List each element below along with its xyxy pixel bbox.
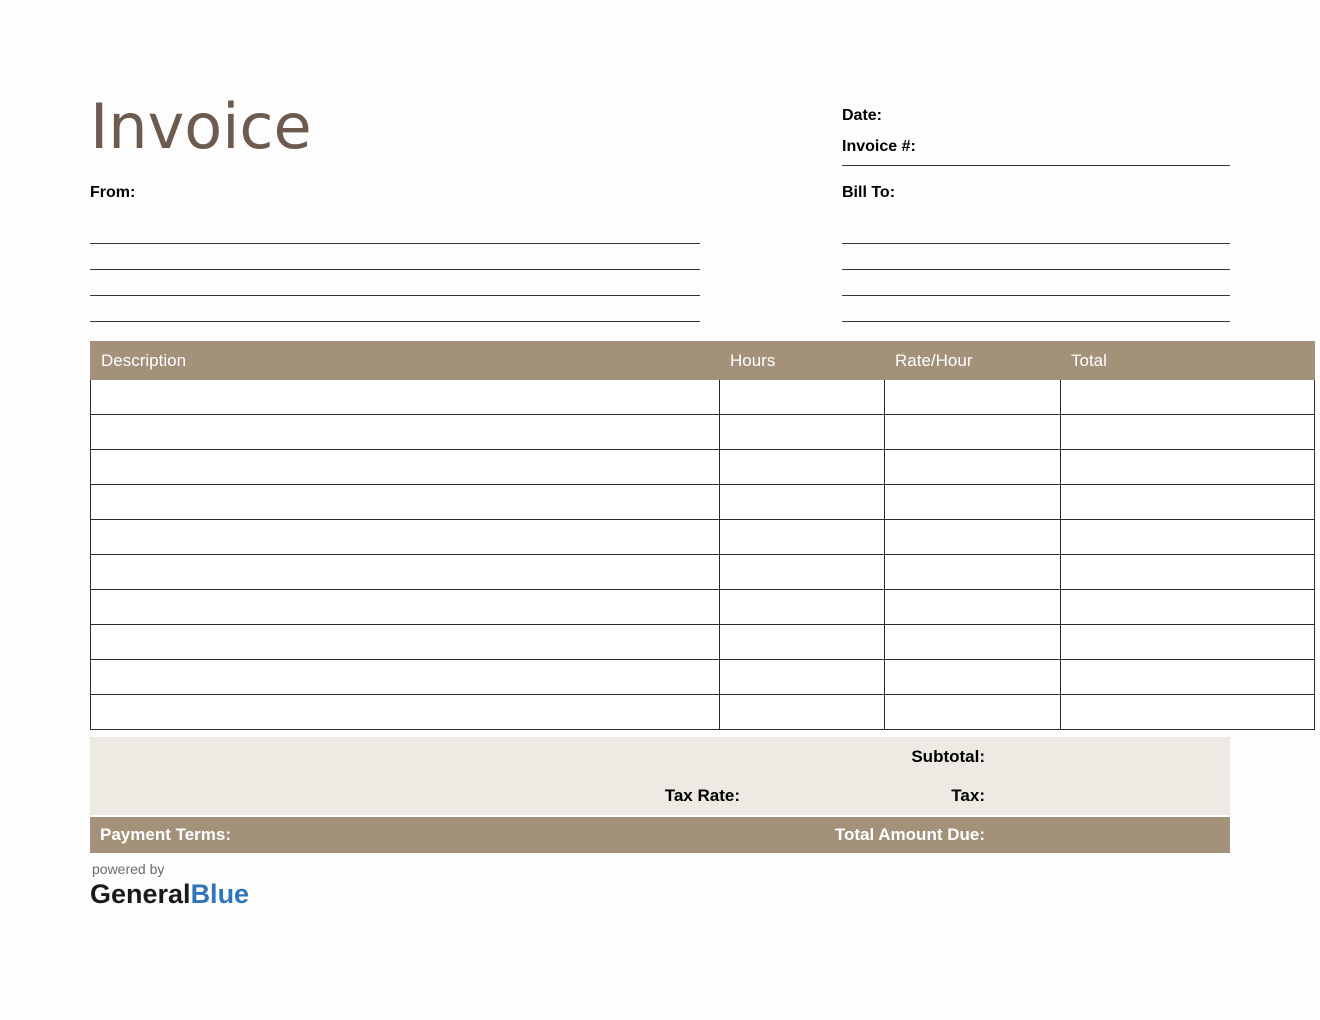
invoice-number-label: Invoice #: [842, 138, 916, 155]
cell-total[interactable] [1061, 660, 1315, 695]
subtotal-row [90, 737, 1230, 776]
cell-total[interactable] [1061, 590, 1315, 625]
cell-rate[interactable] [885, 590, 1061, 625]
cell-description[interactable] [91, 450, 720, 485]
table-row [91, 590, 1315, 625]
cell-hours[interactable] [720, 380, 885, 415]
tax-row [90, 776, 1230, 815]
brand-blue: Blue [190, 879, 250, 909]
powered-by-text: powered by [92, 861, 165, 877]
bill-to-line-2[interactable] [842, 244, 1230, 270]
cell-total[interactable] [1061, 485, 1315, 520]
table-row [91, 520, 1315, 555]
cell-description[interactable] [91, 590, 720, 625]
column-header-total: Total [1061, 342, 1315, 380]
column-header-rate: Rate/Hour [885, 342, 1061, 380]
table-row [91, 415, 1315, 450]
table-row [91, 380, 1315, 415]
brand-general: General [90, 879, 191, 909]
from-label: From: [90, 184, 136, 201]
cell-rate[interactable] [885, 450, 1061, 485]
cell-description[interactable] [91, 625, 720, 660]
cell-hours[interactable] [720, 590, 885, 625]
cell-description[interactable] [91, 520, 720, 555]
cell-rate[interactable] [885, 625, 1061, 660]
total-amount-due-label: Total Amount Due: [834, 825, 985, 844]
from-line-2[interactable] [90, 244, 700, 270]
table-row [91, 625, 1315, 660]
cell-hours[interactable] [720, 415, 885, 450]
table-row [91, 450, 1315, 485]
cell-total[interactable] [1061, 695, 1315, 730]
subtotal-label: Subtotal: [911, 747, 985, 766]
cell-hours[interactable] [720, 625, 885, 660]
cell-description[interactable] [91, 380, 720, 415]
cell-description[interactable] [91, 660, 720, 695]
cell-rate[interactable] [885, 380, 1061, 415]
meta-divider [842, 165, 1230, 166]
line-items-table [90, 341, 1315, 730]
bill-to-label: Bill To: [842, 184, 896, 201]
cell-total[interactable] [1061, 625, 1315, 660]
invoice-header [90, 92, 1230, 172]
bill-to-lines [842, 210, 1230, 322]
cell-total[interactable] [1061, 450, 1315, 485]
table-row [91, 660, 1315, 695]
cell-description[interactable] [91, 555, 720, 590]
cell-hours[interactable] [720, 520, 885, 555]
bill-to-line-1[interactable] [842, 210, 1230, 244]
cell-hours[interactable] [720, 660, 885, 695]
page-title: Invoice [90, 90, 312, 163]
tax-label: Tax: [951, 786, 985, 805]
cell-total[interactable] [1061, 520, 1315, 555]
from-block [90, 180, 700, 322]
cell-description[interactable] [91, 415, 720, 450]
column-header-hours: Hours [720, 342, 885, 380]
cell-total[interactable] [1061, 380, 1315, 415]
cell-description[interactable] [91, 485, 720, 520]
cell-hours[interactable] [720, 555, 885, 590]
cell-total[interactable] [1061, 415, 1315, 450]
payment-bar [90, 817, 1230, 853]
cell-rate[interactable] [885, 485, 1061, 520]
cell-hours[interactable] [720, 485, 885, 520]
bill-to-line-4[interactable] [842, 296, 1230, 322]
from-line-3[interactable] [90, 270, 700, 296]
cell-rate[interactable] [885, 415, 1061, 450]
table-header-row [91, 342, 1315, 380]
cell-hours[interactable] [720, 450, 885, 485]
payment-terms-label: Payment Terms: [100, 825, 232, 844]
bill-to-block [842, 180, 1230, 322]
cell-total[interactable] [1061, 555, 1315, 590]
table-row [91, 485, 1315, 520]
table-row [91, 695, 1315, 730]
cell-rate[interactable] [885, 520, 1061, 555]
from-lines [90, 210, 700, 322]
invoice-meta [842, 100, 1230, 162]
footer-logo [90, 860, 249, 910]
table-body [91, 380, 1315, 730]
from-line-1[interactable] [90, 210, 700, 244]
brand-name [90, 878, 249, 910]
cell-hours[interactable] [720, 695, 885, 730]
column-header-description: Description [91, 342, 720, 380]
cell-rate[interactable] [885, 695, 1061, 730]
cell-rate[interactable] [885, 660, 1061, 695]
cell-description[interactable] [91, 695, 720, 730]
tax-rate-label: Tax Rate: [664, 786, 740, 805]
table-row [91, 555, 1315, 590]
bill-to-line-3[interactable] [842, 270, 1230, 296]
from-line-4[interactable] [90, 296, 700, 322]
date-label: Date: [842, 107, 883, 124]
cell-rate[interactable] [885, 555, 1061, 590]
totals-section [90, 737, 1230, 815]
